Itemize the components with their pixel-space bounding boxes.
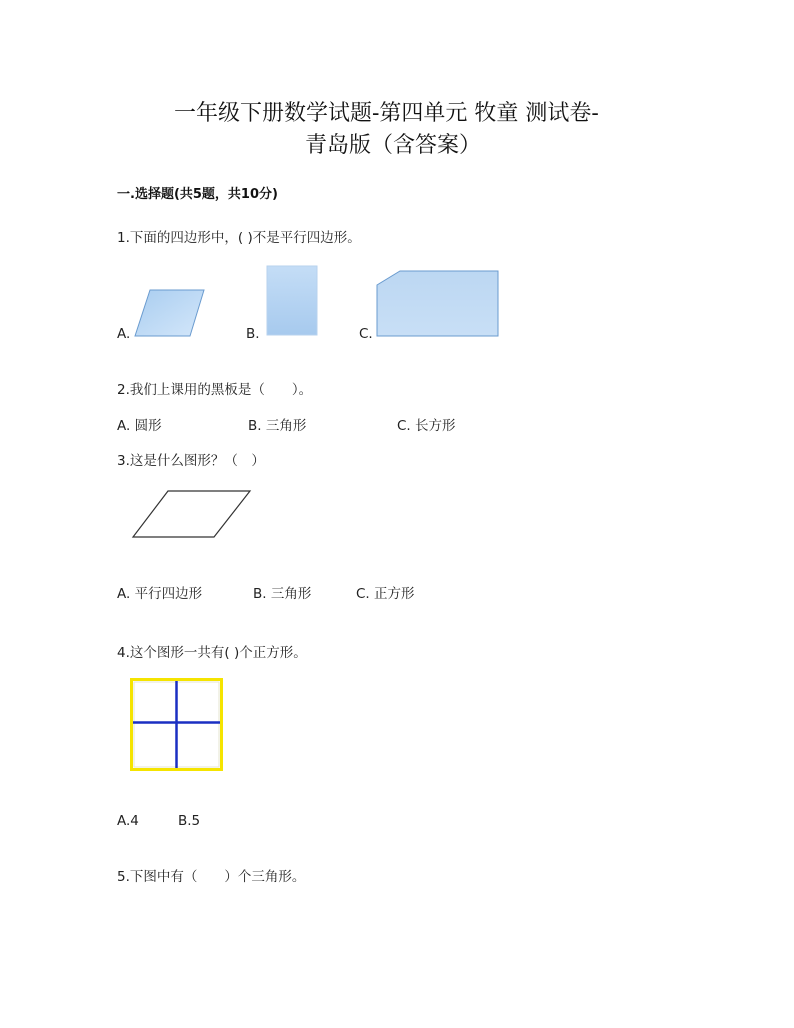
question-1 — [117, 226, 361, 246]
rectangle-shape — [266, 265, 320, 337]
question-4-text: 这个图形一共有( )个正方形。 — [129, 645, 307, 661]
square-grid-figure — [129, 677, 225, 773]
question-5-number: 5. — [117, 869, 130, 885]
question-1-text: 下面的四边形中，( )不是平行四边形。 — [129, 230, 361, 246]
question-1-number: 1. — [117, 230, 130, 246]
question-4-number: 4. — [117, 645, 130, 661]
question-1-option-c: C. — [359, 326, 373, 342]
section-heading: 一.选择题(共5题，共10分) — [117, 187, 278, 202]
document-title-line-1: 一年级下册数学试题-第四单元 牧童 测试卷- — [174, 101, 599, 126]
question-2-option-a: A. 圆形 — [117, 418, 162, 434]
question-2-option-c: C. 长方形 — [397, 418, 456, 434]
question-4-option-a: A.4 — [117, 813, 139, 829]
parallelogram-shape — [132, 287, 208, 339]
question-4 — [117, 641, 307, 661]
question-5-text: 下图中有（ ）个三角形。 — [129, 869, 306, 885]
question-5 — [117, 865, 305, 885]
question-3-number: 3. — [117, 453, 130, 469]
question-2-text: 我们上课用的黑板是（ ）。 — [129, 382, 313, 398]
question-3 — [117, 449, 265, 469]
question-2 — [117, 378, 312, 398]
question-3-text: 这是什么图形？（ ） — [129, 453, 265, 469]
question-3-option-b: B. 三角形 — [253, 586, 312, 602]
question-1-option-a: A. — [117, 326, 131, 342]
document-title-line-2: 青岛版（含答案） — [305, 133, 482, 158]
question-2-number: 2. — [117, 382, 130, 398]
question-3-option-a: A. 平行四边形 — [117, 586, 203, 602]
question-3-option-c: C. 正方形 — [356, 586, 415, 602]
question-4-option-b: B.5 — [178, 813, 201, 829]
parallelogram-outline-figure — [130, 488, 254, 540]
question-2-option-b: B. 三角形 — [248, 418, 307, 434]
question-1-option-b: B. — [246, 326, 260, 342]
cut-corner-pentagon-shape — [374, 268, 502, 340]
